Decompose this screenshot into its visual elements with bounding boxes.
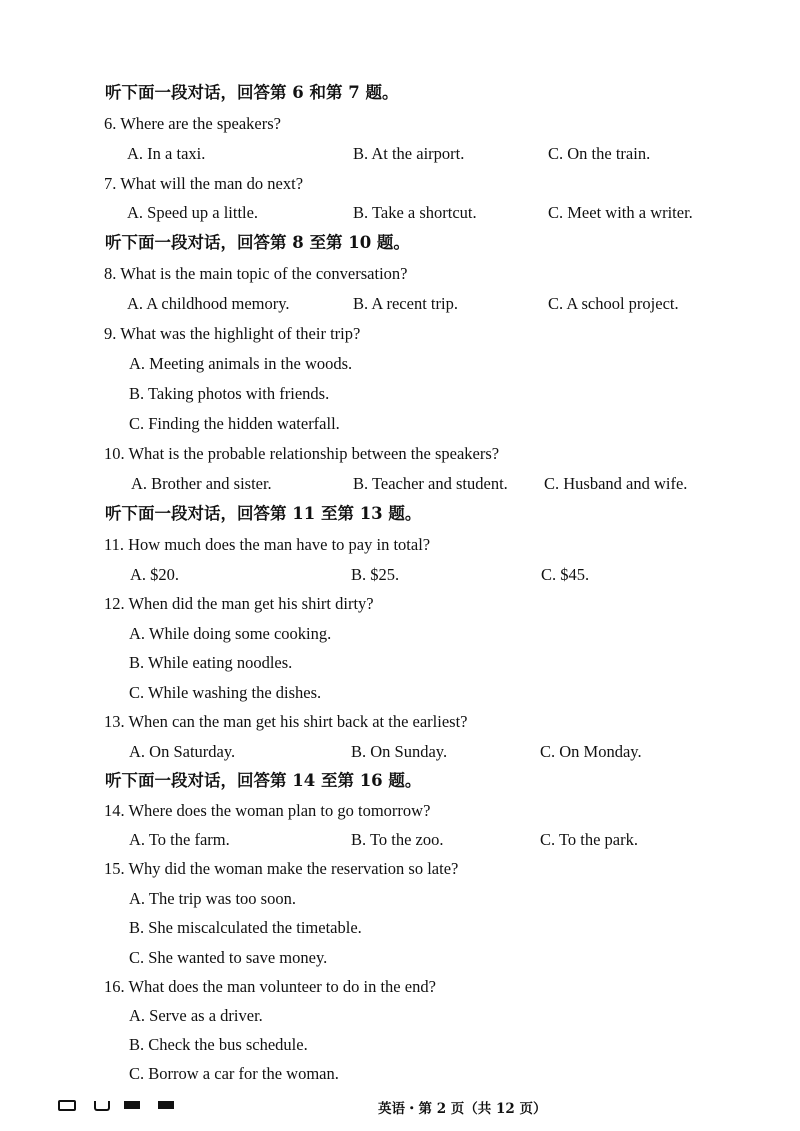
q6-option-b: B. At the airport.: [353, 144, 465, 163]
q15-option-b: B. She miscalculated the timetable.: [129, 918, 362, 937]
q9-option-c: C. Finding the hidden waterfall.: [129, 414, 340, 433]
question-16: 16. What does the man volunteer to do in the end?: [104, 977, 436, 996]
q10-option-b: B. Teacher and student.: [353, 474, 508, 493]
q14-option-a: A. To the farm.: [129, 830, 230, 849]
registration-mark-solid: [158, 1101, 174, 1109]
q16-option-c: C. Borrow a car for the woman.: [129, 1064, 339, 1083]
question-10: 10. What is the probable relationship between the speakers?: [104, 444, 500, 463]
q13-option-c: C. On Monday.: [540, 742, 642, 761]
q16-option-a: A. Serve as a driver.: [129, 1006, 263, 1025]
question-13: 13. When can the man get his shirt back at the earliest?: [104, 712, 468, 731]
q9-option-a: A. Meeting animals in the woods.: [129, 354, 353, 373]
q7-option-a: A. Speed up a little.: [127, 203, 259, 222]
registration-mark-open: [58, 1100, 76, 1111]
q9-option-b: B. Taking photos with friends.: [129, 384, 330, 403]
question-7: 7. What will the man do next?: [104, 174, 304, 193]
q11-option-b: B. $25.: [351, 565, 400, 584]
q6-option-c: C. On the train.: [548, 144, 651, 163]
question-6: 6. Where are the speakers?: [104, 114, 281, 133]
q16-option-b: B. Check the bus schedule.: [129, 1035, 308, 1054]
q12-option-a: A. While doing some cooking.: [129, 624, 332, 643]
q10-option-a: A. Brother and sister.: [131, 474, 272, 493]
registration-mark-solid: [124, 1101, 140, 1109]
q13-option-b: B. On Sunday.: [351, 742, 448, 761]
q10-option-c: C. Husband and wife.: [544, 474, 688, 493]
registration-mark-open: [94, 1101, 110, 1111]
q7-option-c: C. Meet with a writer.: [548, 203, 693, 222]
q12-option-c: C. While washing the dishes.: [129, 683, 322, 702]
q8-option-a: A. A childhood memory.: [127, 294, 290, 313]
section-heading: 听下面一段对话，回答第 11 至第 13 题。: [105, 504, 422, 523]
section-heading: 听下面一段对话，回答第 6 和第 7 题。: [105, 83, 399, 102]
question-15: 15. Why did the woman make the reservation so late?: [104, 859, 459, 878]
q7-option-b: B. Take a shortcut.: [353, 203, 477, 222]
q13-option-a: A. On Saturday.: [129, 742, 236, 761]
q8-option-c: C. A school project.: [548, 294, 679, 313]
section-heading: 听下面一段对话，回答第 8 至第 10 题。: [105, 233, 410, 252]
q8-option-b: B. A recent trip.: [353, 294, 458, 313]
q15-option-a: A. The trip was too soon.: [129, 889, 296, 908]
q12-option-b: B. While eating noodles.: [129, 653, 293, 672]
question-11: 11. How much does the man have to pay in total?: [104, 535, 431, 554]
question-12: 12. When did the man get his shirt dirty?: [104, 594, 374, 613]
question-14: 14. Where does the woman plan to go tomorrow?: [104, 801, 431, 820]
q11-option-c: C. $45.: [541, 565, 590, 584]
section-heading: 听下面一段对话，回答第 14 至第 16 题。: [105, 771, 422, 790]
q11-option-a: A. $20.: [130, 565, 180, 584]
q15-option-c: C. She wanted to save money.: [129, 948, 328, 967]
question-8: 8. What is the main topic of the conversation?: [104, 264, 408, 283]
q14-option-c: C. To the park.: [540, 830, 638, 849]
page-number-label: 英语・第 2 页（共 12 页）: [378, 1101, 547, 1117]
question-9: 9. What was the highlight of their trip?: [104, 324, 361, 343]
q6-option-a: A. In a taxi.: [127, 144, 206, 163]
q14-option-b: B. To the zoo.: [351, 830, 444, 849]
